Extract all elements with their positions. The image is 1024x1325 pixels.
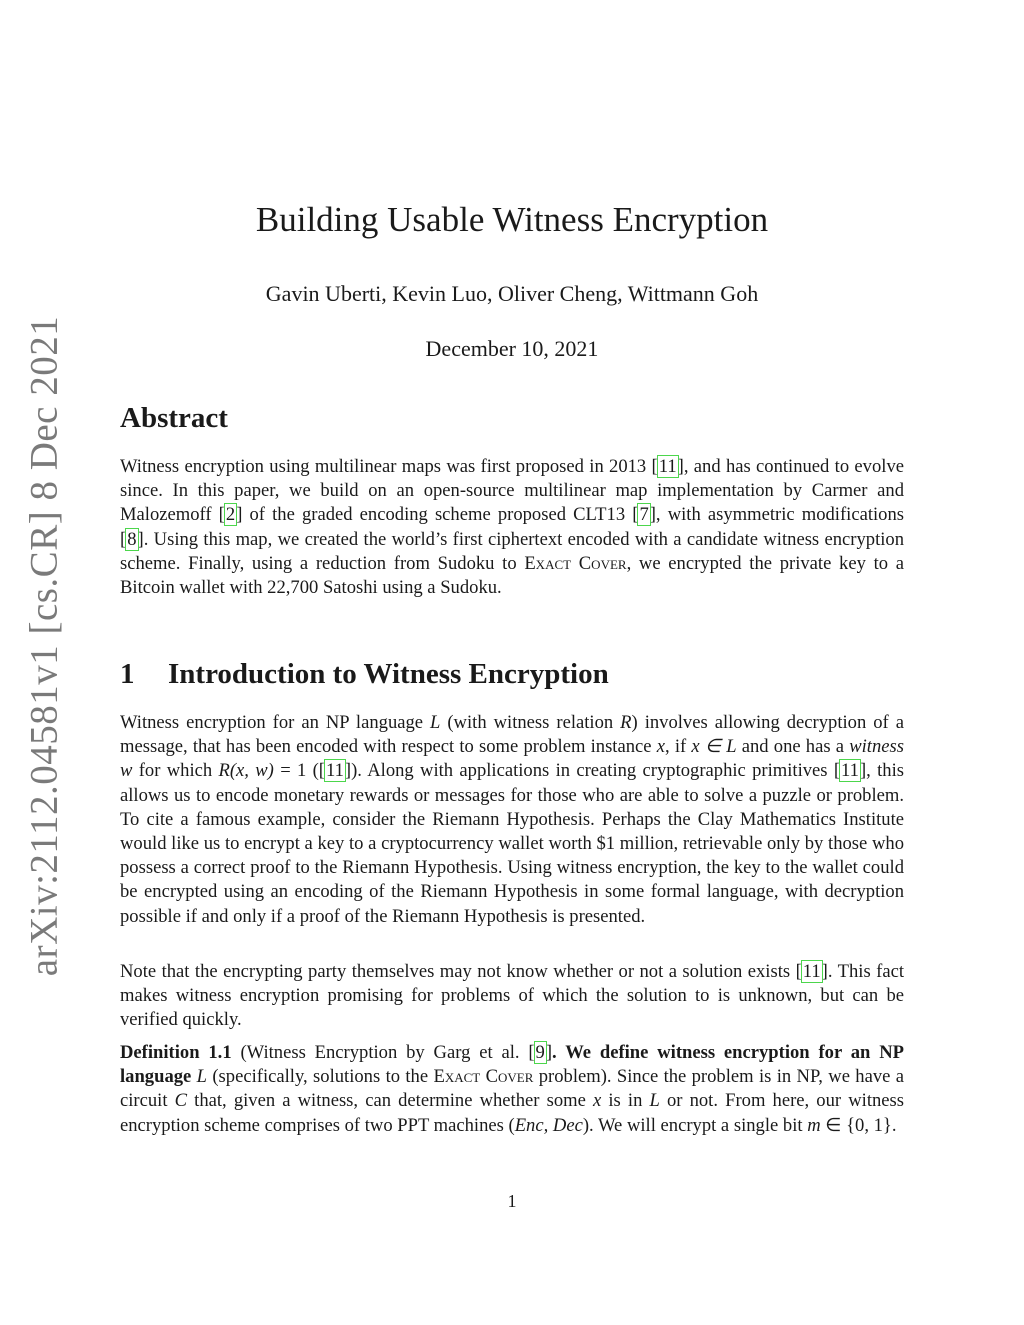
citation-link[interactable]: 11 — [841, 760, 859, 782]
math-symbol: R — [620, 712, 632, 733]
small-caps-term: Exact Cover — [524, 552, 627, 574]
arxiv-stamp: arXiv:2112.04581v1 [cs.CR] 8 Dec 2021 — [22, 315, 66, 977]
section-title: Introduction to Witness Encryption — [168, 658, 609, 690]
math-symbol: L — [196, 1066, 207, 1088]
citation-link[interactable]: 7 — [639, 504, 649, 526]
citation-link[interactable]: 8 — [127, 528, 137, 550]
citation-link[interactable]: 9 — [535, 1042, 545, 1063]
math-symbol: w — [120, 760, 133, 782]
math-symbol: L — [430, 712, 441, 733]
math-symbol: R(x, w) — [218, 760, 274, 782]
math-symbol: Enc, Dec — [514, 1114, 583, 1136]
math-symbol: x — [592, 1090, 602, 1112]
math-symbol: m — [807, 1114, 821, 1136]
definition-paragraph: Definition 1.1 (Witness Encryption by Garg et al. [9]. We define witness encryption for an NP language L (specifically, solutions to the Exact Cover problem). Since the problem is in NP, we have a circuit C that, given a witness, can determine whether some x is in L or not. From here, our witness encryption scheme comprises of two PPT machines (Enc, Dec). We will encrypt a single bit m ∈ {0, 1}. — [120, 1042, 905, 1136]
abstract-heading: Abstract — [120, 402, 228, 434]
paper-date: December 10, 2021 — [425, 336, 599, 361]
intro-paragraph-2: Note that the encrypting party themselves may not know whether or not a solution exists [11]. This fact makes witness encryption promising for problems of which the solution to is unknown, but can be verified quickly. — [120, 961, 904, 1031]
math-symbol: x — [656, 736, 665, 758]
paper-authors: Gavin Uberti, Kevin Luo, Oliver Cheng, Wittmann Goh — [265, 281, 759, 306]
citation-link[interactable]: 11 — [802, 961, 821, 982]
math-symbol: L — [649, 1090, 660, 1112]
section-heading — [120, 658, 609, 691]
citation-link[interactable]: 11 — [658, 456, 677, 477]
math-symbol: x ∈ L — [691, 736, 737, 758]
citation-link[interactable]: 2 — [225, 504, 236, 526]
paper-title: Building Usable Witness Encryption — [255, 200, 769, 239]
small-caps-term: Exact Cover — [433, 1066, 534, 1088]
emphasis-term: witness — [849, 736, 904, 758]
math-symbol: C — [174, 1090, 188, 1112]
definition-label: Definition 1.1 — [120, 1042, 232, 1063]
citation-link[interactable]: 11 — [326, 760, 344, 782]
page-number: 1 — [507, 1191, 517, 1211]
section-number: 1 — [120, 658, 135, 690]
abstract-paragraph: Witness encryption using multilinear maps was first proposed in 2013 [11], and has continued to evolve since. In this paper, we build on an open-source multilinear map implementation by Carmer and Malozemoff [2] of the graded encoding scheme proposed CLT13 [7], with asymmetric modifications [8]. Using this map, we created the world’s first ciphertext encoded with a candidate witness encryption scheme. Finally, using a reduction from Sudoku to Exact Cover, we encrypted the private key to a Bitcoin wallet with 22,700 Satoshi using a Sudoku. — [120, 456, 905, 599]
intro-paragraph-1: Witness encryption for an NP language L (with witness relation R) involves allowing decryption of a message, that has been encoded with respect to some problem instance x, if x ∈ L and one has a witness w for which R(x, w) = 1 ([11]). Along with applications in creating cryptographic primitives [11], this allows us to encode monetary rewards or messages for those who are able to solve a puzzle or problem. To cite a famous example, consider the Riemann Hypothesis. Perhaps the Clay Mathematics Institute would like us to encrypt a key to a cryptocurrency wallet worth $1 million, retrievable only by those who possess a correct proof to the Riemann Hypothesis. Using witness encryption, the key to the wallet could be encrypted using an encoding of the Riemann Hypothesis in some formal language, with decryption possible if and only if a proof of the Riemann Hypothesis is presented. — [120, 712, 904, 927]
